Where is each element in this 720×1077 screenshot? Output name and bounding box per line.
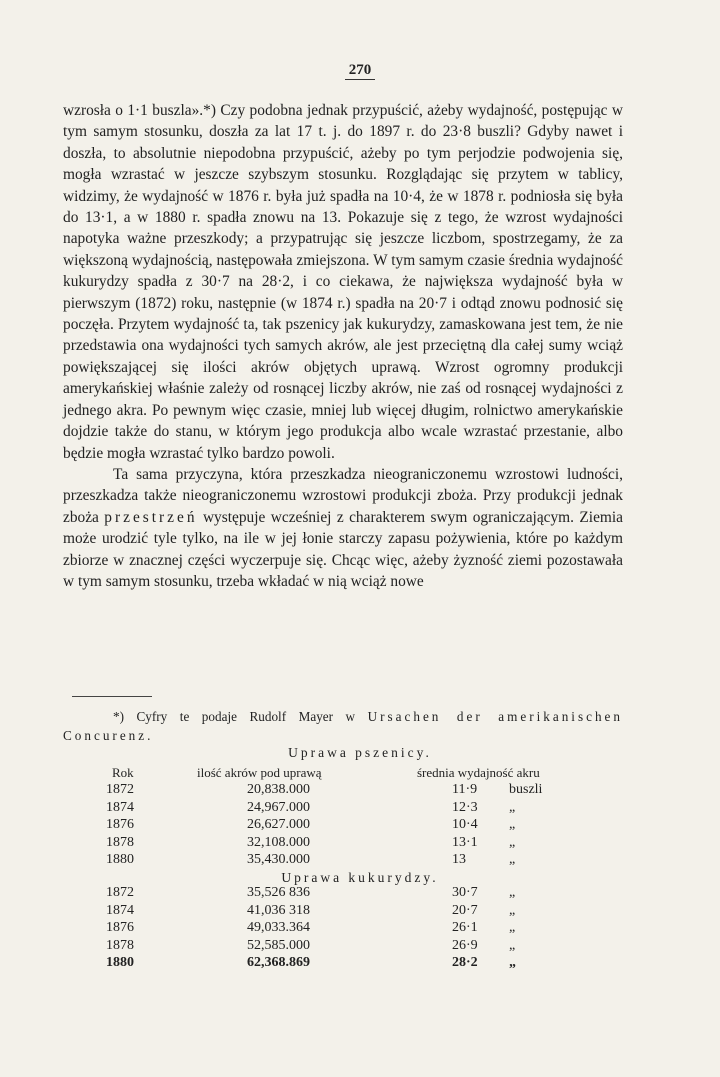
corn-table-title: Uprawa kukurydzy.: [281, 870, 439, 885]
corn-table-row: [0, 920, 720, 938]
paragraph-2: Ta sama przyczyna, która przeszkadza nieograniczonemu wzrostowi ludności, przeszkadza także nieograniczonemu wzrostowi produkcji zboża. Przy produkcji jednak zboża przestrzeń występuje wcześniej z charakterem swym ograniczającym. Ziemia może urodzić tyle tylko, na ile w jej łonie starczy zapasu pożywienia, które po każdym zbiorze w znacznej części wyczerpuje się. Chcąc więc, ażeby żyzność ziemi pozostawała w tym samym stosunku, trzeba wkładać w nią wciąż nowe: [63, 465, 623, 590]
cell-yield: 10·4: [452, 817, 478, 833]
cell-area: 35,526 836: [247, 885, 310, 900]
paragraph-1: wzrosła o 1·1 buszla».*) Czy podobna jednak przypuścić, ażeby wydajność, postępując w tym samym stosunku, doszła za lat 17 t. j. do 1897 r. do 23·8 buszli? Gdyby nawet i doszła, to absolutnie niepodobna przypuścić, ażeby po tym perjodzie podwojenia się, mogła wzrastać w jeszcze szybszym stosunku. Rozglądając się przytem w tablicy, widzimy, że wydajność w 1876 r. była już spadła na 10·4, że w 1878 r. podniosła się była do 13·1, a w 1880 r. spadła znowu na 13. Pokazuje się z tego, że wzrost wydajności napotyka ważne przeszkody; a przypatrując się jeszcze liczbom, spostrzegamy, że za większoną wydajnością, następowała zmiejszona. W tym samym czasie średnia wydajność kukurydzy spadła z 30·7 na 28·2, i co ciekawa, że największa wydajność była w pierwszym (1872) roku, następnie (w 1874 r.) spadła na 20·7 i odtąd znowu podnosić się poczęła. Przytem wydajność ta, tak pszenicy jak kukurydzy, zamaskowana jest tem, że nie przedstawia ona wydajności tych samych akrów, ale jest przeciętną dla całej sumy wciąż powiększającej się ilości akrów objętych uprawą. Wzrost ogromny produkcji amerykańskiej właśnie zależy od rosnącej liczby akrów, nie zaś od rosnącej wydajności z jednego akra. Po pewnym więc czasie, mniej lub więcej długim, rolnictwo amerykańskie dojdzie także do stanu, w którym jego produkcja albo wcale wzrastać przestanie, albo będzie mogła wzrastać tylko bardzo powoli.: [63, 102, 623, 462]
cell-unit: „: [509, 834, 516, 850]
cell-unit: „: [509, 885, 516, 900]
cell-unit: buszli: [509, 782, 543, 797]
header-yield: średnia wydajność akru: [417, 765, 540, 780]
cell-area: 32,108.000: [247, 834, 310, 850]
header-area: ilość akrów pod uprawą: [197, 765, 322, 780]
cell-unit: „: [509, 955, 516, 971]
cell-area: 26,627.000: [247, 817, 310, 833]
cell-yield: 11·9: [452, 782, 478, 797]
cell-area: 24,967.000: [247, 799, 310, 815]
cell-area: 52,585.000: [247, 937, 310, 953]
wheat-table-title: Uprawa pszenicy.: [288, 745, 432, 760]
cell-year: 1880: [106, 852, 134, 868]
main-text: [63, 100, 623, 592]
cell-unit: „: [509, 852, 516, 868]
cell-year: 1876: [106, 920, 134, 936]
cell-yield: 12·3: [452, 799, 478, 815]
wheat-table-row: [0, 852, 720, 870]
cell-area: 62,368.869: [247, 955, 310, 971]
cell-yield: 13: [452, 852, 466, 868]
cell-area: 49,033.364: [247, 920, 310, 936]
cell-unit: „: [509, 937, 516, 953]
cell-year: 1874: [106, 902, 134, 918]
cell-year: 1874: [106, 799, 134, 815]
corn-table-row: [0, 955, 720, 973]
cell-year: 1878: [106, 834, 134, 850]
cell-area: 20,838.000: [247, 782, 310, 797]
wheat-table-row: [0, 782, 720, 800]
emphasis-przestrzen: przestrzeń: [104, 508, 198, 526]
wheat-table-row: [0, 800, 720, 818]
cell-yield: 26·9: [452, 937, 478, 953]
header-year: Rok: [112, 765, 134, 780]
wheat-table-row: [0, 835, 720, 853]
cell-year: 1872: [106, 885, 134, 900]
cell-unit: „: [509, 799, 516, 815]
corn-table-row: [0, 938, 720, 956]
cell-yield: 20·7: [452, 902, 478, 918]
cell-unit: „: [509, 817, 516, 833]
cell-yield: 30·7: [452, 885, 478, 900]
page-number: 270: [0, 62, 720, 79]
cell-year: 1876: [106, 817, 134, 833]
wheat-table-row: [0, 817, 720, 835]
cell-area: 35,430.000: [247, 852, 310, 868]
cell-year: 1872: [106, 782, 134, 797]
cell-unit: „: [509, 920, 516, 936]
footnote-source: Ursachen der amerikanischen Concurenz.: [63, 709, 624, 743]
cell-year: 1878: [106, 937, 134, 953]
cell-yield: 13·1: [452, 834, 478, 850]
footnote-divider: [72, 696, 152, 697]
cell-yield: 28·2: [452, 955, 478, 971]
cell-yield: 26·1: [452, 920, 478, 936]
cell-year: 1880: [106, 955, 134, 971]
corn-table-row: [0, 885, 720, 903]
footnote: *) Cyfry te podaje Rudolf Mayer w Ursachen der amerikanischen Concurenz.: [63, 709, 624, 743]
corn-table-row: [0, 903, 720, 921]
cell-unit: „: [509, 902, 516, 918]
cell-area: 41,036 318: [247, 902, 310, 918]
